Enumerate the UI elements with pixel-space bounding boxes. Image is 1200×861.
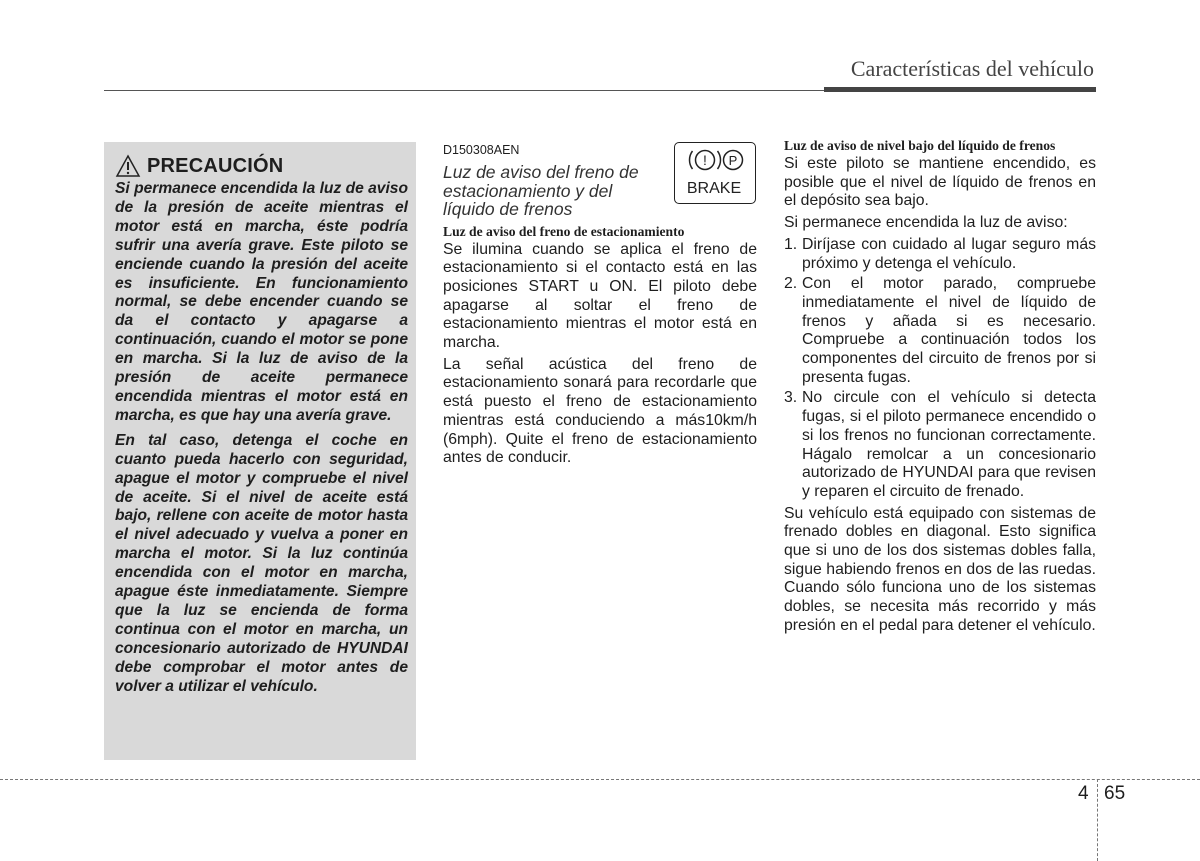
caution-heading xyxy=(115,154,408,178)
caution-box xyxy=(104,142,416,760)
brake-warning-icon xyxy=(674,142,756,204)
caution-paragraph: Si permanece encendida la luz de aviso de la presión de aceite mientras el motor está en marcha, éste podría sufrir una avería grave. Este piloto se enciende cuando la presión del aceite es insuficiente. En funcionamiento normal, se debe encender cuando se da el contacto y apagarse a continuación, cuando el motor se pone en marcha. Si la luz de aviso de la presión de aceite permanece encendida mientras el motor está en marcha, es que hay una avería grave. xyxy=(115,180,408,424)
footer-divider xyxy=(0,779,1200,780)
body-paragraph: La señal acústica del freno de estacionamiento sonará para recordarle que está puesto el freno de estacionamiento mientras está conduciendo a más10km/h (6mph). Quite el freno de estacionamiento antes de conducir. xyxy=(443,355,757,467)
header-accent-bar xyxy=(824,87,1096,92)
parking-brake-section xyxy=(443,142,757,471)
list-item: 1. Diríjase con cuidado al lugar seguro más próximo y detenga el vehículo. xyxy=(784,235,1096,272)
body-paragraph: Si permanece encendida la luz de aviso: xyxy=(784,214,1068,232)
body-paragraph: Se ilumina cuando se aplica el freno de estacionamiento si el contacto está en las posiciones START u ON. El piloto debe apagarse al soltar el freno de estacionamiento mientras el motor está en marcha. xyxy=(443,240,757,352)
section-title: Luz de aviso del freno de estacionamiento y del líquido de frenos xyxy=(443,162,639,219)
caution-paragraph: En tal caso, detenga el coche en cuanto pueda hacerlo con seguridad, apague el motor y compruebe el nivel de aceite. Si el nivel de aceite está bajo, rellene con aceite de motor hasta el nivel adecuado y vuelva a poner en marcha el motor. Si la luz continúa encendida con el motor en marcha, apague éste inmediatamente. Siempre que la luz se encienda de forma continua con el motor en marcha, un concesionario autorizado de HYUNDAI debe comprobar el motor antes de volver a utilizar el vehículo. xyxy=(115,431,408,695)
warning-triangle-icon xyxy=(115,154,141,178)
chapter-number: 4 xyxy=(1078,783,1089,804)
body-paragraph: Si este piloto se mantiene encendido, es posible que el nivel de líquido de frenos en el depósito sea bajo. xyxy=(784,155,1096,210)
list-item: 2. Con el motor parado, compruebe inmediatamente el nivel de líquido de frenos y añada si es necesario. Compruebe a continuación todos los componentes del circuito de frenos por si presenta fugas. xyxy=(784,275,1096,386)
parking-brake-heading: Luz de aviso del freno de estacionamiento xyxy=(443,223,685,239)
brake-fluid-heading: Luz de aviso de nivel bajo del líquido de frenos xyxy=(784,138,1056,153)
body-paragraph: Su vehículo está equipado con sistemas de frenado dobles en diagonal. Esto significa que si uno de los dos sistemas dobles falla, sigue habiendo frenos en dos de las ruedas. Cuando sólo funciona uno de los sistemas dobles, se necesita más recorrido y más presión en el pedal para detener el vehículo. xyxy=(784,504,1096,634)
brake-fluid-section xyxy=(784,137,1096,639)
page-number: 65 xyxy=(1104,783,1126,804)
caution-title: PRECAUCIÓN xyxy=(147,154,284,177)
steps-list xyxy=(784,236,1096,502)
page-header-title: Características del vehículo xyxy=(850,56,1094,81)
parking-p-glyph: P xyxy=(728,153,738,168)
footer-vertical-divider xyxy=(1097,779,1098,861)
list-item: 3. No circule con el vehículo si detecta fugas, si el piloto permanece encendido o si los frenos no funcionan correctamente. Hágalo remolcar a un concesionario autorizado de HYUNDAI para que revisen y reparen el circuito de frenado. xyxy=(784,389,1096,500)
exclamation-glyph: ! xyxy=(703,152,707,168)
brake-label: BRAKE xyxy=(686,180,742,197)
section-code: D150308AEN xyxy=(443,143,520,157)
